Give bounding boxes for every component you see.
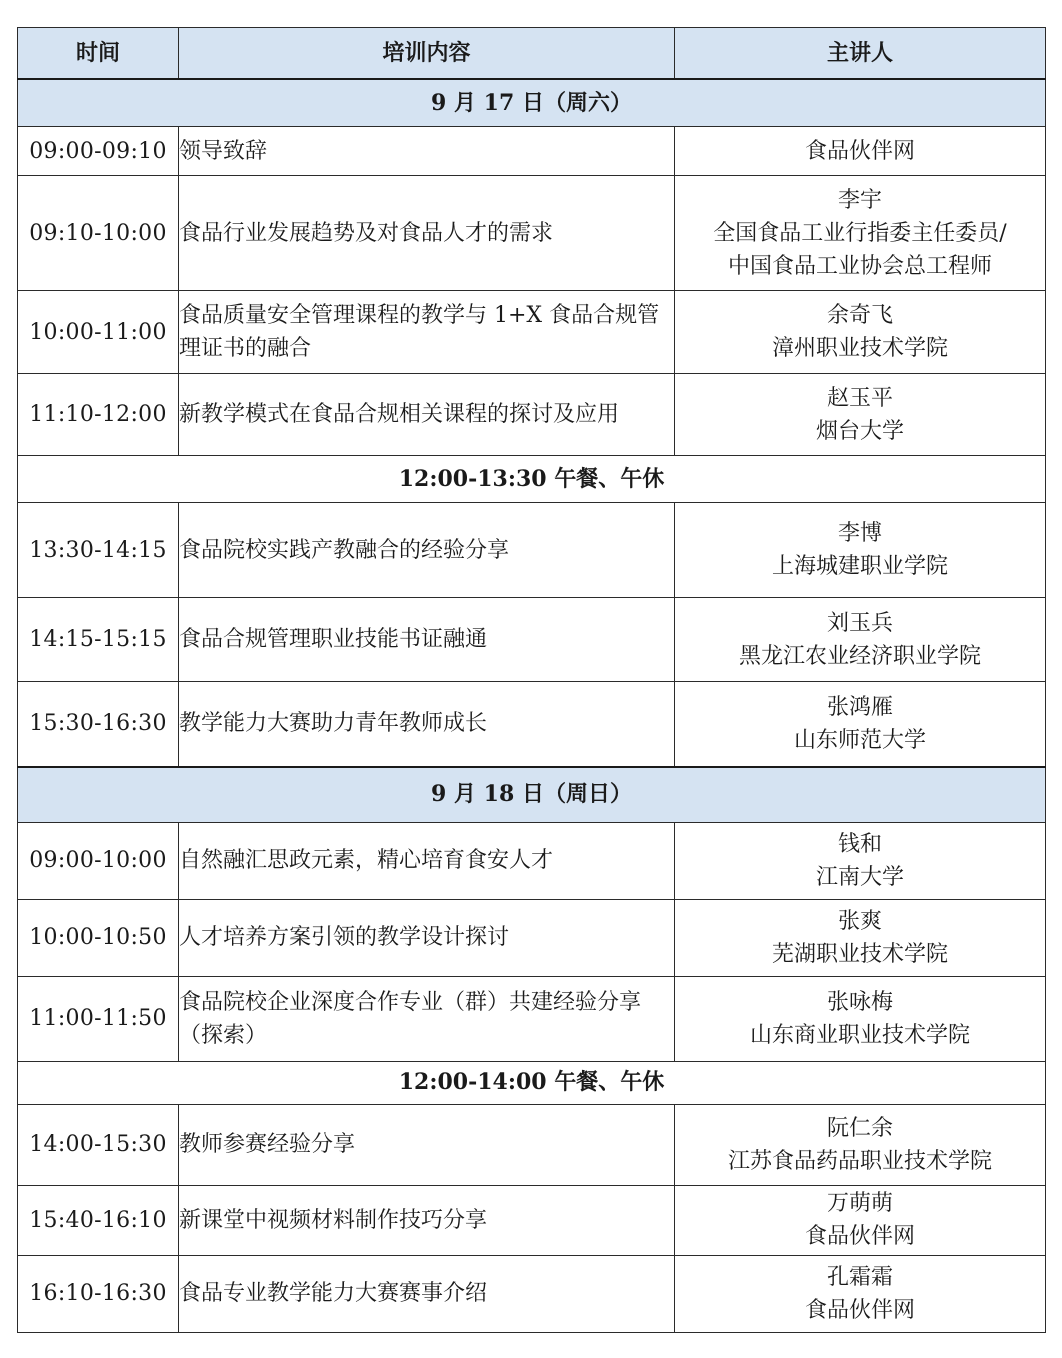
speaker-org: 黑龙江农业经济职业学院 — [738, 643, 981, 669]
speaker-org: 江苏食品药品职业技术学院 — [727, 1148, 992, 1174]
time-cell: 15:30-16:30 — [18, 682, 179, 767]
topic-cell: 新课堂中视频材料制作技巧分享 — [179, 1185, 675, 1255]
speaker-name: 万萌萌 — [826, 1191, 893, 1216]
time-cell: 10:00-11:00 — [18, 291, 179, 374]
header-time: 时间 — [18, 28, 179, 80]
table-row — [18, 976, 1046, 1061]
speaker-org: 烟台大学 — [815, 418, 904, 444]
speaker-name: 赵玉平 — [826, 385, 893, 411]
table-row — [18, 1104, 1046, 1185]
table-row — [18, 598, 1046, 682]
time-cell: 11:00-11:50 — [18, 976, 179, 1061]
speaker-cell — [675, 176, 1046, 291]
speaker-name: 钱和 — [837, 831, 882, 857]
speaker-org: 江南大学 — [815, 864, 904, 890]
time-cell: 10:00-10:50 — [18, 899, 179, 976]
topic-cell: 食品院校实践产教融合的经验分享 — [179, 503, 675, 598]
speaker-cell — [675, 291, 1046, 374]
speaker-title: 全国食品工业行指委主任委员/ — [713, 220, 1007, 246]
time-cell: 09:10-10:00 — [18, 176, 179, 291]
speaker-cell — [675, 1185, 1046, 1255]
speaker-name: 李博 — [837, 521, 882, 546]
speaker-org: 山东师范大学 — [793, 727, 926, 753]
speaker-cell — [675, 1255, 1046, 1332]
time-cell: 14:15-15:15 — [18, 598, 179, 682]
speaker-cell — [675, 127, 1046, 176]
speaker-org: 山东商业职业技术学院 — [749, 1022, 970, 1048]
time-cell: 11:10-12:00 — [18, 374, 179, 456]
speaker-name: 张咏梅 — [826, 989, 893, 1015]
header-speaker: 主讲人 — [675, 28, 1046, 80]
schedule-table — [17, 27, 1046, 1333]
table-row — [18, 374, 1046, 456]
table-row — [18, 899, 1046, 976]
topic-cell: 食品行业发展趋势及对食品人才的需求 — [179, 176, 675, 291]
day-row — [18, 767, 1046, 823]
speaker-name: 孔霜霜 — [826, 1264, 893, 1290]
time-cell: 09:00-10:00 — [18, 822, 179, 899]
table-row — [18, 682, 1046, 767]
time-cell: 13:30-14:15 — [18, 503, 179, 598]
speaker-org: 食品伙伴网 — [804, 1297, 915, 1323]
topic-cell: 食品质量安全管理课程的教学与 1+X 食品合规管理证书的融合 — [179, 291, 675, 374]
topic-cell: 食品专业教学能力大赛赛事介绍 — [179, 1255, 675, 1332]
topic-cell: 领导致辞 — [179, 127, 675, 176]
break-label: 12:00-14:00 午餐、午休 — [18, 1061, 1046, 1104]
time-cell: 15:40-16:10 — [18, 1185, 179, 1255]
speaker-name: 刘玉兵 — [826, 610, 893, 636]
speaker-cell — [675, 1104, 1046, 1185]
break-row — [18, 456, 1046, 503]
table-row — [18, 291, 1046, 374]
table-row — [18, 1185, 1046, 1255]
time-cell: 14:00-15:30 — [18, 1104, 179, 1185]
speaker-org: 食品伙伴网 — [804, 1224, 915, 1249]
speaker-org: 漳州职业技术学院 — [771, 336, 948, 361]
speaker-title: 中国食品工业协会总工程师 — [727, 253, 992, 279]
table-row — [18, 1255, 1046, 1332]
topic-cell: 教师参赛经验分享 — [179, 1104, 675, 1185]
speaker-cell — [675, 374, 1046, 456]
topic-cell: 自然融汇思政元素，精心培育食安人才 — [179, 822, 675, 899]
speaker-cell — [675, 899, 1046, 976]
speaker-name: 余奇飞 — [826, 303, 893, 328]
topic-cell: 人才培养方案引领的教学设计探讨 — [179, 899, 675, 976]
day-label: 9 月 17 日（周六） — [18, 79, 1046, 127]
speaker-cell — [675, 503, 1046, 598]
speaker-name: 李宇 — [837, 187, 882, 213]
speaker-name: 张鸿雁 — [826, 694, 893, 720]
table-row — [18, 822, 1046, 899]
speaker-line: 食品伙伴网 — [804, 138, 915, 164]
speaker-cell — [675, 822, 1046, 899]
table-row — [18, 503, 1046, 598]
break-label: 12:00-13:30 午餐、午休 — [18, 456, 1046, 503]
table-row — [18, 127, 1046, 176]
speaker-cell — [675, 598, 1046, 682]
speaker-cell — [675, 682, 1046, 767]
header-row — [18, 28, 1046, 80]
topic-cell: 新教学模式在食品合规相关课程的探讨及应用 — [179, 374, 675, 456]
day-label: 9 月 18 日（周日） — [18, 767, 1046, 823]
header-content: 培训内容 — [179, 28, 675, 80]
topic-cell: 教学能力大赛助力青年教师成长 — [179, 682, 675, 767]
speaker-org: 上海城建职业学院 — [771, 554, 948, 579]
topic-cell: 食品合规管理职业技能书证融通 — [179, 598, 675, 682]
time-cell: 09:00-09:10 — [18, 127, 179, 176]
speaker-org: 芜湖职业技术学院 — [771, 941, 948, 967]
break-row — [18, 1061, 1046, 1104]
speaker-name: 张爽 — [837, 908, 882, 934]
speaker-name: 阮仁余 — [826, 1115, 893, 1141]
speaker-cell — [675, 976, 1046, 1061]
table-row — [18, 176, 1046, 291]
topic-cell: 食品院校企业深度合作专业（群）共建经验分享（探索） — [179, 976, 675, 1061]
time-cell: 16:10-16:30 — [18, 1255, 179, 1332]
day-row — [18, 79, 1046, 127]
